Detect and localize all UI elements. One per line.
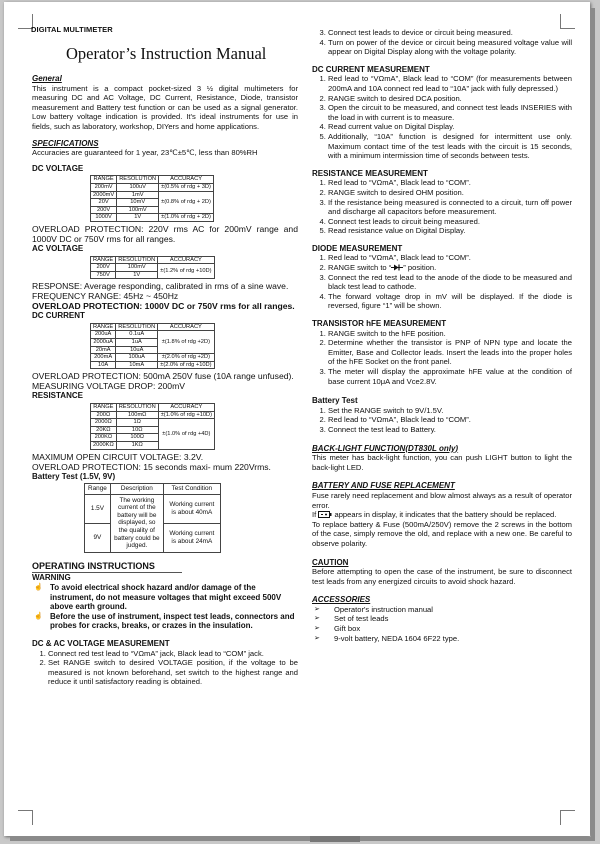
table-row [91,191,214,199]
arrowhead-bullet-icon: ➢ [314,625,320,633]
warning-text: To avoid electrical shock hazard and/or damage of the instrument, do not measure voltages that might exceed 500V above earth ground. [50,582,282,612]
battery-fuse-heading: BATTERY AND FUSE REPLACEMENT [312,481,455,491]
table-row [85,494,221,523]
table-row [91,264,215,272]
table-cell: ±(1.0% of rdg +4D) [158,419,214,449]
table-cell: 1V [116,271,158,279]
table-cell: 1000V [91,214,117,222]
table-header-cell: RESOLUTION [117,176,159,184]
list-item [32,583,298,612]
list-item [312,634,572,644]
list-item: 4. Connect test leads to circuit being measured. [328,217,572,227]
dc-ac-voltage-steps-continued [312,28,572,57]
table-header-row [91,404,215,412]
warning-heading: WARNING [32,573,71,583]
table-cell: 2000Ω [91,419,117,427]
table-row [91,331,215,339]
table-header-row [91,176,214,184]
ac-frequency-text: FREQUENCY RANGE: 45Hz ~ 450Hz [32,291,179,302]
list-item: 3. Open the circuit to be measured, and connect test leads INSERIES with the load in with current is to measure. [328,103,572,122]
list-item: 3. Connect the test lead to Battery. [328,425,572,435]
table-cell: 2000KΩ [91,442,117,450]
table-header-cell: ACCURACY [159,176,214,184]
table-header-cell: ACCURACY [158,404,214,412]
diode-steps [312,253,572,311]
table-cell: 2000uA [91,339,116,347]
table-header-cell: RANGE [91,256,116,264]
table-cell: 750V [91,271,116,279]
dc-current-steps [312,74,572,160]
open-circuit-text: MAXIMUM OPEN CIRCUIT VOLTAGE: 3.2V. [32,451,204,462]
dc-voltage-heading: DC VOLTAGE [32,163,84,173]
battery-spec-heading: Battery Test (1.5V, 9V) [32,471,116,481]
table-header-cell: Test Condition [163,484,220,495]
accessory-text: Gift box [334,624,361,634]
arrowhead-bullet-icon: ➢ [314,634,320,642]
list-item: 1. Set the RANGE switch to 9V/1.5V. [328,406,572,416]
table-row [91,183,214,191]
resistance-meas-heading: RESISTANCE MEASUREMENT [312,168,428,178]
dc-current-heading: DC CURRENT [32,311,85,321]
table-cell: 10mV [117,199,159,207]
battery-test-heading: Battery Test [312,396,358,406]
table-cell: The working current of the battery will be displayed, so the quality of battery could be judged. [110,494,163,552]
table-header-cell: Range [85,484,111,495]
list-item: 3. If the resistance being measured is connected to a circuit, turn off power and discharge all capacitors before measurement. [328,198,572,217]
scrollbar-thumb[interactable] [310,836,360,842]
table-cell: 1uA [116,339,158,347]
table-cell: 20mA [91,346,116,354]
table-header-row [91,256,215,264]
resistance-steps [312,178,572,236]
list-item: 4. Turn on power of the device or circuit being measured voltage value will appear on Digital Display along with the voltage polarity. [328,38,572,57]
list-item: 4. Read current value on Digital Display. [328,122,572,132]
backlight-heading: BACK-LIGHT FUNCTION(DT830L only) [312,443,459,453]
list-item: 1. Red lead to “VΩmA”, Black lead to “COM”. [328,178,572,188]
table-row [91,354,215,362]
table-cell: 200Ω [91,411,117,419]
table-header-cell: RANGE [91,404,117,412]
table-cell: 100uA [116,354,158,362]
table-cell: ±(0.5% of rdg + 3D) [159,183,214,191]
arrowhead-bullet-icon: ➢ [314,615,320,623]
table-cell: 200V [91,264,116,272]
battery-fuse-p2-prefix: If [312,510,317,520]
table-cell: 9V [85,523,111,552]
header-label: DIGITAL MULTIMETER [31,25,113,34]
table-header-cell: RANGE [91,176,117,184]
dc-ac-voltage-heading: DC & AC VOLTAGE MEASUREMENT [32,638,170,648]
table-cell: 1Ω [116,419,158,427]
list-item: 1. Red lead to “VΩmA”, Black lead to “COM”. [328,253,572,263]
table-cell: Working current is about 40mA [163,494,220,523]
table-header-row [91,323,215,331]
crop-mark [560,810,575,825]
dc-voltage-table [90,175,214,222]
table-cell: 100mV [116,264,158,272]
page-title: Operator’s Instruction Manual [66,44,267,63]
battery-fuse-p3: To replace battery & Fuse (500mA/250V) remove the 2 screws in the bottom of the case, simply remove the old, and replace with a new one. Be careful to observe polarity. [312,519,572,548]
page-shadow [10,837,595,841]
resistance-overload: OVERLOAD PROTECTION: 15 seconds maxi- mum 220Vrms. [32,461,271,472]
table-cell: ±(1.2% of rdg +10D) [158,264,214,279]
dc-current-table [90,323,215,370]
accessories-heading: ACCESSORIES [312,595,371,605]
battery-spec-table [84,483,221,553]
table-cell: ±(2.0% of rdg +10D) [158,361,214,369]
accessory-text: 9-volt battery, NEDA 1604 6F22 type. [334,633,460,643]
table-cell: 10Ω [116,426,158,434]
ac-voltage-heading: AC VOLTAGE [32,243,84,253]
list-item [312,614,572,624]
table-cell: 1.5V [85,494,111,523]
diode-heading: DIODE MEASUREMENT [312,243,403,253]
table-cell: 20V [91,199,117,207]
table-header-cell: RANGE [91,323,116,331]
crop-mark [18,810,33,825]
table-cell: 1mV [117,191,159,199]
table-header-cell: RESOLUTION [116,404,158,412]
warning-list [32,583,298,631]
table-cell: ±(2.0% of rdg +2D) [158,354,214,362]
table-header-cell: RESOLUTION [116,323,158,331]
table-cell: ±(1.0% of rdg + 2D) [159,214,214,222]
battery-fuse-p2-text: appears in display, it indicates that the battery should be replaced. [334,510,557,520]
list-item: 1. Red lead to “VΩmA”, Black lead to “COM” (for measurements between 200mA and 10A connect red lead to “10A” jack with fully depressed.) [328,74,572,93]
table-cell: 200V [91,206,117,214]
table-cell: 10uA [116,346,158,354]
list-item: 2. Set RANGE switch to desired VOLTAGE position, if the voltage to be measured is not known beforehand, set switch to the highest range and reduce it until satisfactory reading is obtained. [48,658,298,687]
battery-icon [318,511,332,518]
table-cell: ±(1.0% of rdg +10D) [158,411,214,419]
ac-response-text: RESPONSE: Average responding, calibrated in rms of a sine wave. [32,281,289,292]
right-column [312,28,572,643]
list-item: 1. RANGE switch to the hFE position. [328,329,572,339]
page-shadow [591,8,595,838]
ac-overload-text: OVERLOAD PROTECTION: 1000V DC or 750V rms for all ranges. [32,301,295,312]
table-cell: 0.1uA [116,331,158,339]
table-cell: 200KΩ [91,434,117,442]
list-item: 2. RANGE switch to desired OHM position. [328,188,572,198]
list-item [32,612,298,631]
table-cell: 200mV [91,183,117,191]
list-item: 3. The meter will display the approximate hFE value at the condition of base current 10μA and Vce2.8V. [328,367,572,386]
document-page [4,2,590,836]
diode-icon [391,264,403,271]
hand-pointer-icon: ☝ [34,583,43,591]
table-cell: 20KΩ [91,426,117,434]
hand-pointer-icon: ☝ [34,612,43,620]
table-row [91,411,215,419]
ac-voltage-table [90,256,215,280]
diode-step-prefix: RANGE switch to “ [328,263,392,273]
list-item: 5. Additionally, “10A” function is designed for intermittent use only. Maximum contact time of the test leads with the circuit is 15 seconds, with a minimum intermission time of seconds between tests. [328,132,572,161]
table-header-cell: Description [110,484,163,495]
table-header-cell: RESOLUTION [116,256,158,264]
list-item: 2. Red lead to “VΩmA”, Black lead to “COM”. [328,415,572,425]
list-item [312,624,572,634]
specifications-text: Accuracies are guaranteed for 1 year, 23℃±5℃, less than 80%RH [32,148,258,158]
table-cell: 100mV [117,206,159,214]
left-column [32,74,298,687]
table-cell: 1KΩ [116,442,158,450]
warning-text: Before the use of instrument, inspect test leads, connectors and probes for cracks, breaks, or crazes in the insulation. [50,611,295,631]
caution-text: Before attempting to open the case of the instrument, be sure to disconnect test leads from any energized circuits to avoid shock hazard. [312,567,572,586]
table-row [91,419,215,427]
table-cell: 200mA [91,354,116,362]
table-cell: 200uA [91,331,116,339]
table-cell: 1V [117,214,159,222]
table-cell: 100mΩ [116,411,158,419]
specifications-heading: SPECIFICATIONS [32,138,99,148]
battery-test-steps [312,406,572,435]
table-cell: Working current is about 24mA [163,523,220,552]
backlight-text: This meter has back-light function, you can push LIGHT button to light the back-light LED. [312,453,572,472]
operating-heading: OPERATING INSTRUCTIONS [32,560,155,571]
hfe-heading: TRANSISTOR hFE MEASUREMENT [312,319,447,329]
list-item: 3. Connect the red test lead to the anode of the diode to be measured and black test lead to cathode. [328,273,572,292]
table-cell: ±(0.8% of rdg + 2D) [159,191,214,214]
dc-current-drop: MEASURING VOLTAGE DROP: 200mV [32,381,185,392]
list-item [328,263,572,273]
table-row [91,214,214,222]
table-row [91,361,215,369]
dc-current-overload: OVERLOAD PROTECTION: 500mA 250V fuse (10A range unfused). [32,371,294,382]
battery-fuse-p2 [312,510,572,520]
table-cell: ±(1.8% of rdg +2D) [158,331,214,354]
dc-ac-voltage-steps [32,649,298,687]
accessory-text: Set of test leads [334,614,389,624]
list-item: 2. RANGE switch to desired DCA position. [328,94,572,104]
list-item: 3. Connect test leads to device or circuit being measured. [328,28,572,38]
general-heading: General [32,74,62,83]
battery-fuse-p1: Fuse rarely need replacement and blow almost always as a result of operator error. [312,490,572,510]
table-header-row [85,484,221,495]
hfe-steps [312,329,572,387]
diode-step-suffix: ” position. [403,263,437,273]
general-text: This instrument is a compact pocket-sized 3 ½ digital multimeters for measuring DC and AC Voltage, DC Current, Resistance, Diode, transistor measurement and Battery test function or can be used as a signal generator. Low battery voltage indication is provided. It's ideal instruments for use in fields, such as laboratory, workshop, DIYers and home applications. [32,83,298,131]
accessory-text: Operator's instruction manual [334,604,433,614]
list-item: 4. The forward voltage drop in mV will be displayed. If the diode is reversed, figure “1” will be shown. [328,292,572,311]
table-header-cell: ACCURACY [158,323,214,331]
list-item: 1. Connect red test lead to “VΩmA” jack, Black lead to “COM” jack. [48,649,298,659]
resistance-table [90,403,215,450]
list-item: 2. Determine whether the transistor is PNP of NPN type and locate the Emitter, Base and Collector leads. Insert the leads into the proper holes of the hFE Socket on the front panel. [328,338,572,367]
table-cell: 2000mV [91,191,117,199]
accessories-list [312,605,572,643]
table-header-cell: ACCURACY [158,256,214,264]
table-cell: 10A [91,361,116,369]
arrowhead-bullet-icon: ➢ [314,605,320,613]
list-item [312,605,572,615]
crop-mark [560,14,575,29]
list-item: 5. Read resistance value on Digital Display. [328,226,572,236]
table-cell: 100uV [117,183,159,191]
resistance-spec-heading: RESISTANCE [32,391,83,401]
dc-voltage-overload: OVERLOAD PROTECTION: 220V rms AC for 200mV range and 1000V DC or 750V rms for all ranges. [32,223,298,244]
dc-current-meas-heading: DC CURRENT MEASUREMENT [312,64,430,74]
caution-heading: CAUTION [312,557,349,567]
table-cell: 100Ω [116,434,158,442]
table-cell: 10mA [116,361,158,369]
